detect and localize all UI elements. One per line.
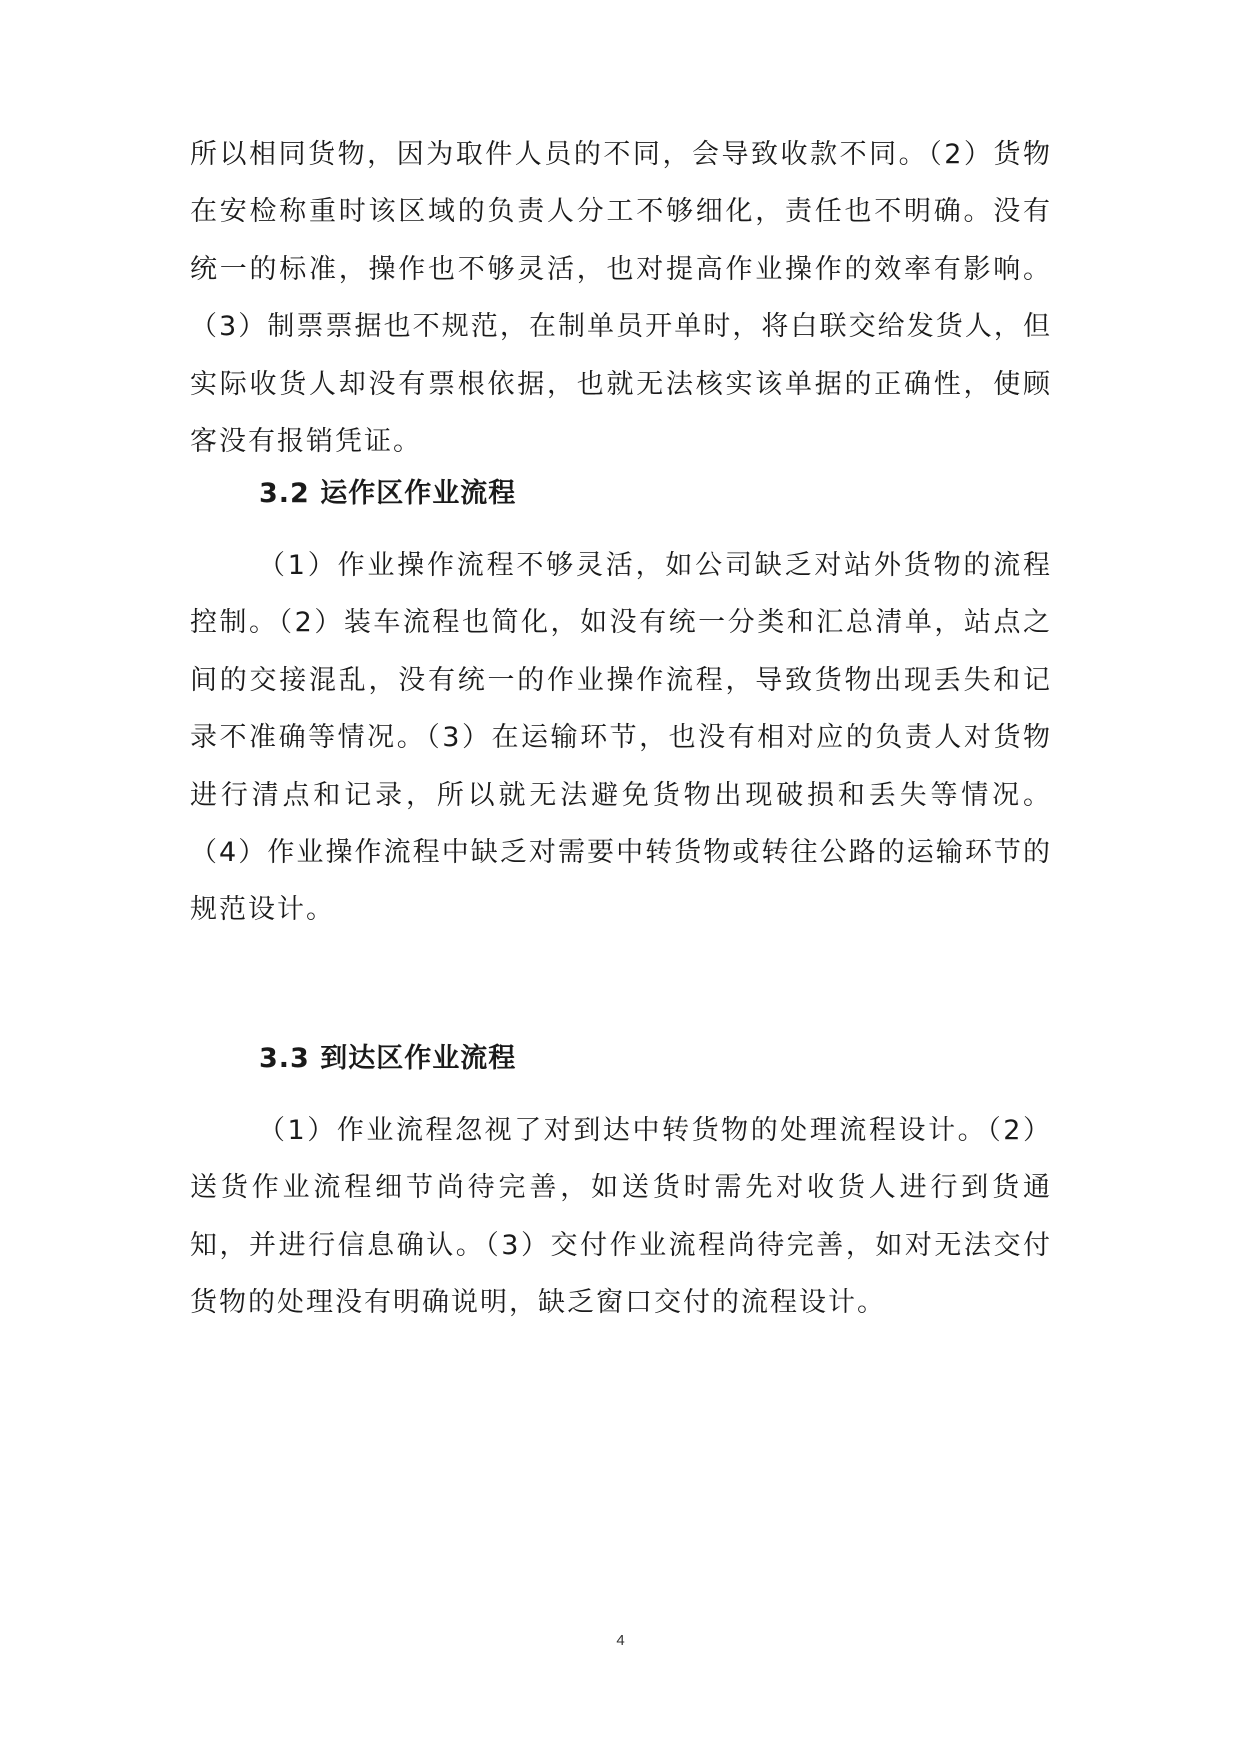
section-paragraph-3-3: （1）作业流程忽视了对到达中转货物的处理流程设计。（2）送货作业流程细节尚待完善，如送货时需先对收货人进行到货通知，并进行信息确认。（3）交付作业流程尚待完善，如对无法交付货物的处理没有明确说明，缺乏窗口交付的流程设计。 <box>190 1115 1052 1319</box>
page-number: 4 <box>616 1632 625 1649</box>
section-heading-3-2: 3.2 运作区作业流程 <box>259 478 517 509</box>
section-heading-3-3: 3.3 到达区作业流程 <box>259 1043 517 1074</box>
paragraph-continuation: 所以相同货物，因为取件人员的不同，会导致收款不同。（2）货物在安检称重时该区域的负责人分工不够细化，责任也不明确。没有统一的标准，操作也不够灵活，也对提高作业操作的效率有影响。（3）制票票据也不规范，在制单员开单时，将白联交给发货人，但实际收货人却没有票根依据，也就无法核实该单据的正确性，使顾客没有报销凭证。 <box>190 139 1052 458</box>
section-paragraph-3-2: （1）作业操作流程不够灵活，如公司缺乏对站外货物的流程控制。（2）装车流程也简化，如没有统一分类和汇总清单，站点之间的交接混乱，没有统一的作业操作流程，导致货物出现丢失和记录不准确等情况。（3）在运输环节，也没有相对应的负责人对货物进行清点和记录，所以就无法避免货物出现破损和丢失等情况。（4）作业操作流程中缺乏对需要中转货物或转往公路的运输环节的规范设计。 <box>190 550 1052 926</box>
